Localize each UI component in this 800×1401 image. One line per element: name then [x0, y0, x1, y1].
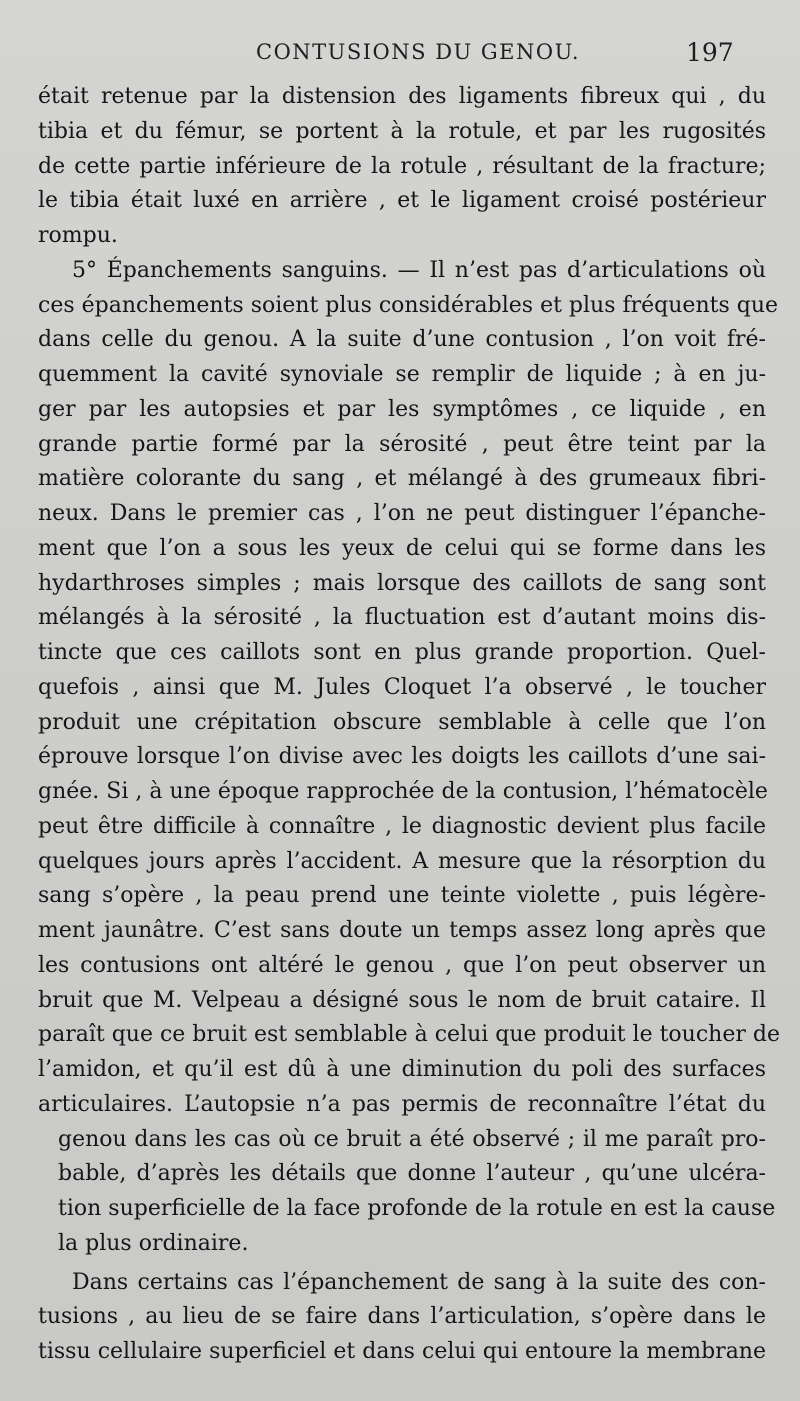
text-line: grande partie formé par la sérosité , peut être teint par la: [38, 431, 766, 457]
text-line: Dans certains cas l’épanchement de sang à la suite des con-: [72, 1269, 766, 1295]
text-line: les contusions ont altéré le genou , que l’on peut observer un: [38, 952, 766, 978]
running-head-title: CONTUSIONS DU GENOU.: [256, 40, 581, 64]
page-number: 197: [686, 38, 734, 67]
text-line: produit une crépitation obscure semblable à celle que l’on: [38, 709, 766, 735]
text-line: sang s’opère , la peau prend une teinte violette , puis légère-: [38, 883, 766, 909]
text-line: rompu.: [38, 223, 118, 248]
text-line: bruit que M. Velpeau a désigné sous le nom de bruit cataire. Il: [38, 987, 766, 1013]
text-line: ces épanchements soient plus considérables et plus fréquents que: [38, 292, 779, 318]
text-line: gnée. Si , à une époque rapprochée de la contusion, l’hématocèle: [38, 779, 768, 804]
text-line: éprouve lorsque l’on divise avec les doigts les caillots d’une sai-: [38, 744, 766, 770]
text-line: était retenue par la distension des ligaments fibreux qui , du: [38, 84, 766, 109]
text-line: paraît que ce bruit est semblable à celui que produit le toucher de: [38, 1022, 780, 1048]
running-head: [0, 38, 800, 78]
text-line: de cette partie inférieure de la rotule , résultant de la fracture;: [38, 153, 766, 179]
text-line: mélangés à la sérosité , la fluctuation est d’autant moins dis-: [38, 605, 766, 631]
text-line: ment que l’on a sous les yeux de celui qui se forme dans les: [38, 535, 766, 561]
text-line: ment jaunâtre. C’est sans doute un temps assez long après que: [38, 918, 766, 943]
text-line: neux. Dans le premier cas , l’on ne peut distinguer l’épanche-: [38, 501, 766, 526]
text-line: la plus ordinaire.: [58, 1230, 249, 1256]
text-line: le tibia était luxé en arrière , et le ligament croisé postérieur: [38, 188, 766, 214]
text-line: hydarthroses simples ; mais lorsque des caillots de sang sont: [38, 570, 766, 596]
text-line: dans celle du genou. A la suite d’une contusion , l’on voit fré-: [38, 327, 766, 353]
text-line: ger par les autopsies et par les symptômes , ce liquide , en: [38, 396, 766, 422]
text-line: matière colorante du sang , et mélangé à des grumeaux fibri-: [38, 466, 766, 492]
body-text: [38, 80, 780, 1370]
text-line: tion superficielle de la face profonde de la rotule en est la cause: [58, 1196, 776, 1221]
text-line: tibia et du fémur, se portent à la rotule, et par les rugosités: [38, 118, 766, 144]
text-line: l’amidon, et qu’il est dû à une diminution du poli des surfaces: [38, 1057, 766, 1082]
text-line: bable, d’après les détails que donne l’auteur , qu’une ulcéra-: [58, 1161, 766, 1187]
text-line: genou dans les cas où ce bruit a été observé ; il me paraît pro-: [58, 1126, 766, 1152]
text-line: quefois , ainsi que M. Jules Cloquet l’a observé , le toucher: [38, 674, 766, 700]
text-line: articulaires. L’autopsie n’a pas permis de reconnaître l’état du: [38, 1091, 766, 1117]
text-line: tincte que ces caillots sont en plus grande proportion. Quel-: [38, 640, 766, 665]
text-line: tusions , au lieu de se faire dans l’articulation, s’opère dans le: [38, 1304, 766, 1330]
text-line: peut être difficile à connaître , le diagnostic devient plus facile: [38, 813, 766, 839]
text-line: 5° Épanchements sanguins. — Il n’est pas d’articulations où: [72, 257, 766, 283]
text-line: tissu cellulaire superficiel et dans celui qui entoure la membrane: [38, 1339, 766, 1364]
text-line: quelques jours après l’accident. A mesure que la résorption du: [38, 848, 766, 874]
text-line: quemment la cavité synoviale se remplir de liquide ; à en ju-: [38, 362, 766, 387]
